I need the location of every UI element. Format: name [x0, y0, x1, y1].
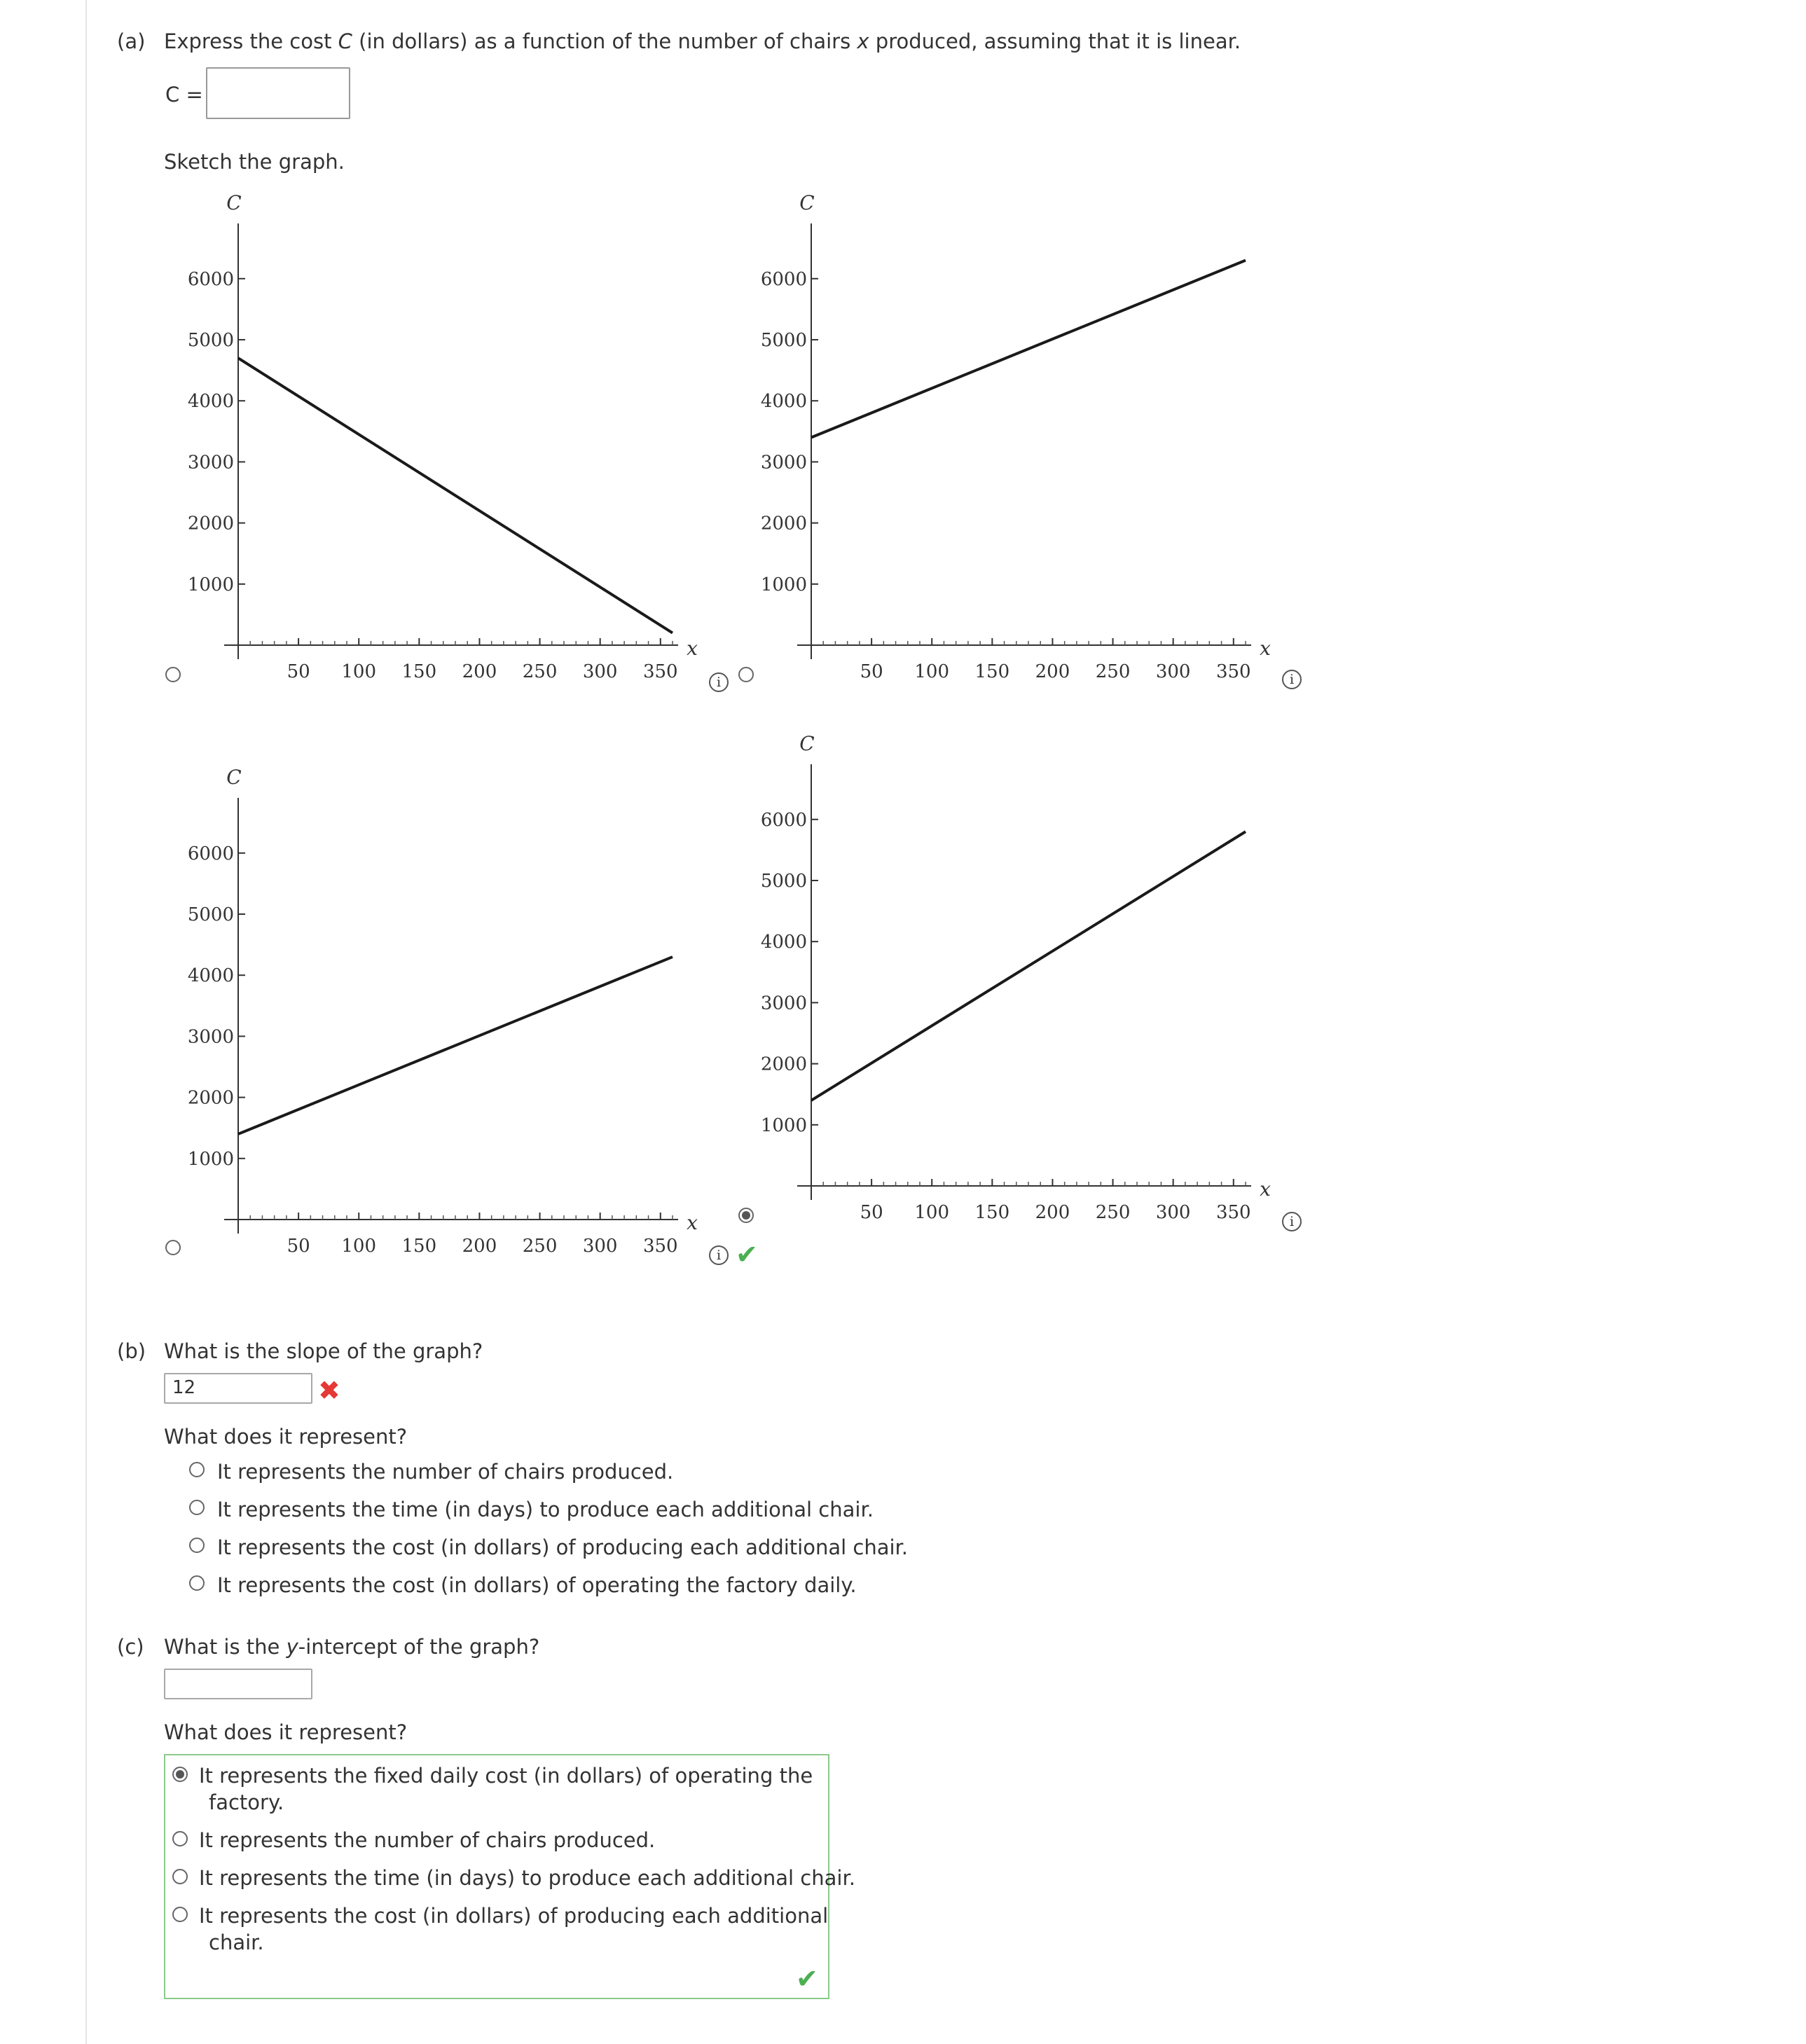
slope-option-2-text[interactable]: It represents the time (in days) to produce each additional chair.	[217, 1498, 874, 1521]
x-tick-label: 50	[860, 661, 883, 682]
series-line	[811, 261, 1246, 438]
intercept-option-1-radio[interactable]	[172, 1767, 188, 1782]
x-tick-label: 350	[1215, 661, 1251, 682]
x-tick-label: 350	[642, 1236, 678, 1257]
y-tick-label: 4000	[760, 391, 807, 413]
graph-option-b-info-icon[interactable]: i	[1282, 670, 1302, 689]
part-a-question-mid: (in dollars) as a function of the number of chairs	[352, 29, 857, 53]
y-axis-label: C	[799, 191, 815, 214]
x-tick-label: 50	[287, 1236, 310, 1257]
x-tick-label: 300	[1155, 1202, 1191, 1223]
x-tick-label: 150	[974, 1202, 1010, 1223]
y-tick-label: 1000	[760, 1114, 807, 1136]
x-tick-label: 250	[522, 1236, 558, 1257]
graph-option-a	[168, 186, 722, 704]
x-axis-label: x	[687, 1211, 698, 1234]
y-tick-label: 3000	[760, 452, 807, 474]
slope-option-4-text[interactable]: It represents the cost (in dollars) of operating the factory daily.	[217, 1573, 857, 1597]
x-tick-label: 100	[914, 661, 950, 682]
part-c-question	[164, 1635, 539, 1659]
part-a-question-var: C	[338, 29, 352, 53]
graph-correct-check-icon: ✔	[736, 1239, 758, 1270]
x-tick-label: 250	[522, 661, 558, 682]
part-b-represent-label: What does it represent?	[164, 1425, 408, 1449]
y-tick-label: 4000	[187, 391, 234, 413]
slope-option-4-radio[interactable]	[189, 1575, 205, 1591]
c-function-input[interactable]	[206, 67, 350, 119]
y-tick-label: 5000	[187, 904, 234, 925]
y-axis-label: C	[226, 191, 242, 214]
intercept-option-1-text-cont[interactable]: factory.	[209, 1790, 284, 1814]
graph-option-c	[168, 760, 722, 1278]
y-axis-label: C	[226, 766, 242, 789]
left-divider	[85, 0, 87, 2044]
x-tick-label: 350	[642, 661, 678, 682]
part-b-label: (b)	[117, 1339, 146, 1363]
x-axis-label: x	[1260, 1178, 1271, 1201]
part-a-question-pre: Express the cost	[164, 29, 338, 53]
x-tick-label: 350	[1215, 1202, 1251, 1223]
y-intercept-options-box	[164, 1754, 855, 1999]
y-tick-label: 6000	[760, 268, 807, 290]
y-tick-label: 2000	[187, 513, 234, 534]
part-c-label: (c)	[117, 1635, 144, 1659]
y-tick-label: 2000	[760, 1054, 807, 1075]
intercept-option-4-text-cont[interactable]: chair.	[209, 1931, 264, 1954]
slope-option-1-radio[interactable]	[189, 1462, 205, 1477]
x-axis-label: x	[1260, 637, 1271, 660]
y-tick-label: 6000	[187, 268, 234, 290]
part-c-question-post: -intercept of the graph?	[298, 1635, 540, 1659]
y-tick-label: 2000	[760, 513, 807, 534]
y-tick-label: 1000	[187, 1148, 234, 1170]
y-tick-label: 4000	[187, 965, 234, 987]
graph-option-c-info-icon[interactable]: i	[709, 1245, 729, 1265]
part-b-question: What is the slope of the graph?	[164, 1339, 483, 1363]
part-a-question	[164, 29, 1241, 53]
x-tick-label: 150	[401, 661, 437, 682]
x-tick-label: 200	[462, 1236, 497, 1257]
x-axis-label: x	[687, 637, 698, 660]
x-tick-label: 200	[1035, 661, 1070, 682]
slope-option-1-text[interactable]: It represents the number of chairs produced.	[217, 1460, 674, 1484]
intercept-option-2-label[interactable]: It represents the number of chairs produced.	[199, 1828, 656, 1852]
y-tick-label: 3000	[760, 993, 807, 1014]
x-tick-label: 100	[341, 661, 377, 682]
intercept-option-2-radio[interactable]	[172, 1831, 188, 1846]
part-c-question-pre: What is the	[164, 1635, 287, 1659]
x-tick-label: 300	[1155, 661, 1191, 682]
intercept-correct-check-icon: ✔	[796, 1963, 818, 1994]
y-tick-label: 1000	[187, 574, 234, 595]
graph-option-d-info-icon[interactable]: i	[1282, 1212, 1302, 1231]
x-tick-label: 200	[462, 661, 497, 682]
x-tick-label: 300	[582, 661, 618, 682]
part-a-question-post: produced, assuming that it is linear.	[869, 29, 1241, 53]
y-tick-label: 1000	[760, 574, 807, 595]
y-tick-label: 6000	[760, 809, 807, 831]
y-tick-label: 5000	[760, 871, 807, 892]
y-tick-label: 2000	[187, 1087, 234, 1109]
part-a-question-var2: x	[857, 29, 869, 53]
y-intercept-input[interactable]	[164, 1669, 312, 1699]
c-equals-label: C =	[165, 83, 203, 106]
slope-incorrect-icon: ✖	[318, 1375, 340, 1406]
y-tick-label: 5000	[760, 330, 807, 351]
graph-option-b	[741, 186, 1295, 704]
slope-option-3-text[interactable]: It represents the cost (in dollars) of producing each additional chair.	[217, 1535, 909, 1559]
series-line	[238, 358, 673, 633]
series-line	[238, 957, 673, 1134]
slope-option-2-radio[interactable]	[189, 1500, 205, 1515]
y-axis-label: C	[799, 732, 815, 755]
part-c-question-var: y	[286, 1635, 298, 1659]
series-line	[811, 831, 1246, 1100]
intercept-option-3-text[interactable]: It represents the time (in days) to produce each additional chair.	[199, 1866, 855, 1890]
y-tick-label: 5000	[187, 330, 234, 351]
x-tick-label: 250	[1095, 661, 1131, 682]
intercept-option-4-radio[interactable]	[172, 1907, 188, 1922]
x-tick-label: 150	[401, 1236, 437, 1257]
x-tick-label: 200	[1035, 1202, 1070, 1223]
x-tick-label: 100	[914, 1202, 950, 1223]
x-tick-label: 250	[1095, 1202, 1131, 1223]
graph-option-d	[741, 726, 1295, 1245]
y-tick-label: 3000	[187, 452, 234, 474]
part-c-represent-label: What does it represent?	[164, 1720, 408, 1744]
y-tick-label: 4000	[760, 932, 807, 953]
x-tick-label: 50	[860, 1202, 883, 1223]
slope-input[interactable]: 12	[164, 1373, 312, 1404]
intercept-option-1-text[interactable]: It represents the fixed daily cost (in dollars) of operating the	[199, 1764, 813, 1788]
y-tick-label: 6000	[187, 843, 234, 864]
graph-option-a-info-icon[interactable]: i	[709, 672, 729, 692]
x-tick-label: 100	[341, 1236, 377, 1257]
y-tick-label: 3000	[187, 1026, 234, 1048]
sketch-label: Sketch the graph.	[164, 150, 345, 174]
part-a-label: (a)	[117, 29, 146, 53]
intercept-option-4-text[interactable]: It represents the cost (in dollars) of producing each additional	[199, 1904, 829, 1928]
x-tick-label: 300	[582, 1236, 618, 1257]
x-tick-label: 150	[974, 661, 1010, 682]
intercept-option-3-radio[interactable]	[172, 1869, 188, 1884]
slope-option-3-radio[interactable]	[189, 1538, 205, 1553]
x-tick-label: 50	[287, 661, 310, 682]
